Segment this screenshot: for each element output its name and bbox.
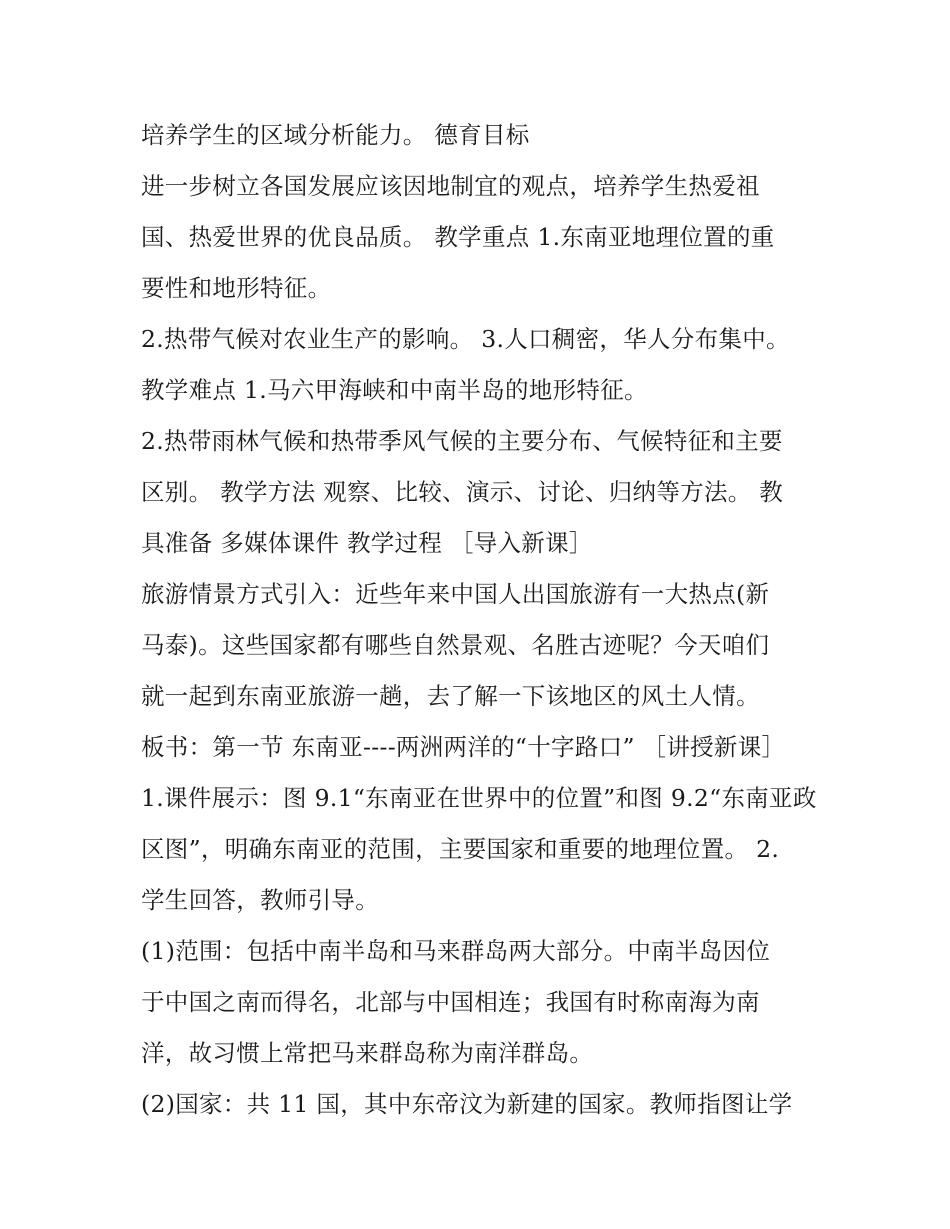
text-line: 2.热带气候对农业生产的影响。 3.人口稠密，华人分布集中。 bbox=[141, 325, 790, 353]
text-line: 区别。 教学方法 观察、比较、演示、讨论、归纳等方法。 教 bbox=[141, 478, 784, 506]
text-line: 1.课件展示：图 9.1“东南亚在世界中的位置”和图 9.2“东南亚政 bbox=[141, 784, 817, 812]
text-line: 具准备 多媒体课件 教学过程 ［导入新课］ bbox=[141, 529, 593, 557]
text-line: 要性和地形特征。 bbox=[141, 274, 332, 302]
text-line: 旅游情景方式引入：近些年来中国人出国旅游有一大热点(新 bbox=[141, 580, 770, 608]
body-text bbox=[141, 110, 821, 1130]
text-line: 于中国之南而得名，北部与中国相连；我国有时称南海为南 bbox=[141, 988, 760, 1016]
text-line: 进一步树立各国发展应该因地制宜的观点，培养学生热爱祖 bbox=[141, 172, 760, 200]
text-line: 马泰)。这些国家都有哪些自然景观、名胜古迹呢？今天咱们 bbox=[141, 631, 770, 659]
text-line: (1)范围：包括中南半岛和马来群岛两大部分。中南半岛因位 bbox=[141, 937, 771, 965]
text-line: 区图”，明确东南亚的范围，主要国家和重要的地理位置。 2. bbox=[141, 835, 780, 863]
text-line: (2)国家：共 11 国，其中东帝汶为新建的国家。教师指图让学 bbox=[141, 1090, 793, 1118]
text-line: 培养学生的区域分析能力。 德育目标 bbox=[141, 121, 530, 149]
text-line: 洋，故习惯上常把马来群岛称为南洋群岛。 bbox=[141, 1039, 594, 1067]
text-line: 教学难点 1.马六甲海峡和中南半岛的地形特征。 bbox=[141, 376, 648, 404]
text-line: 学生回答，教师引导。 bbox=[141, 886, 379, 914]
text-line: 2.热带雨林气候和热带季风气候的主要分布、气候特征和主要 bbox=[141, 427, 783, 455]
text-line: 国、热爱世界的优良品质。 教学重点 1.东南亚地理位置的重 bbox=[141, 223, 775, 251]
text-line: 板书：第一节 东南亚----两洲两洋的“十字路口” ［讲授新课］ bbox=[141, 733, 786, 761]
text-line: 就一起到东南亚旅游一趟，去了解一下该地区的风土人情。 bbox=[141, 682, 760, 710]
